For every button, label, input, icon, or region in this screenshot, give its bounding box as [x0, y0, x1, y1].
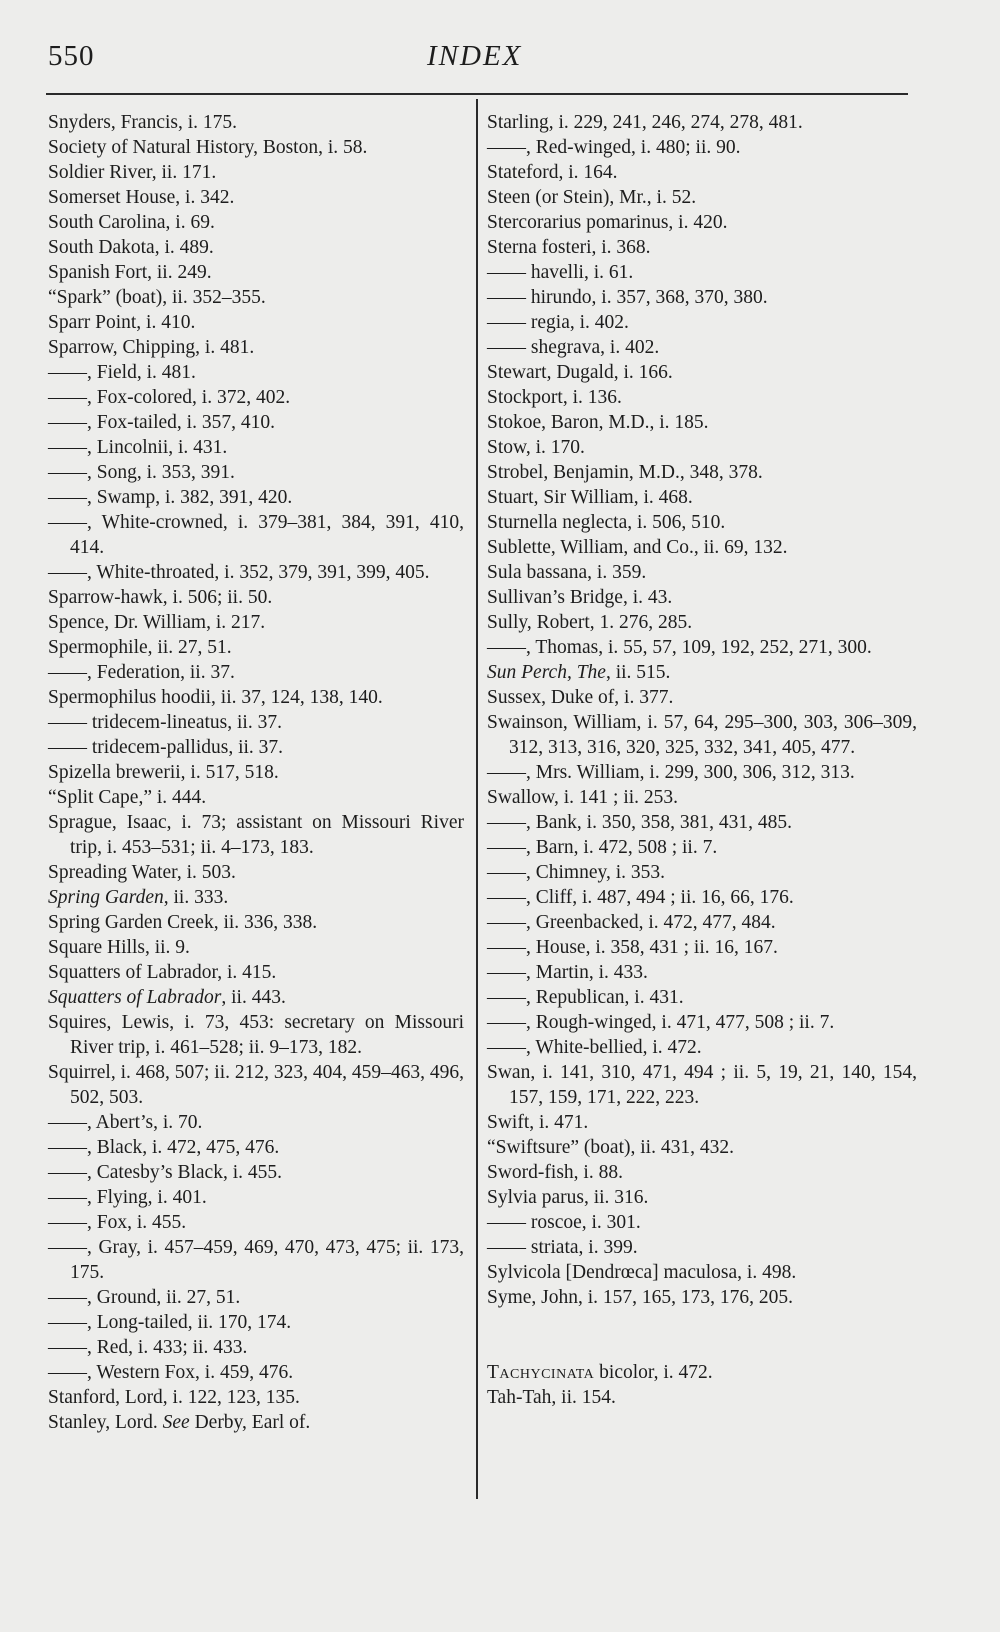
- index-entry: [48, 760, 464, 785]
- entry-text: ——, White-crowned, i. 379–381, 384, 391, 410, 414.: [48, 512, 464, 558]
- entry-text: Sprague, Isaac, i. 73; assistant on Missouri River trip, i. 453–531; ii. 4–173, 183.: [48, 812, 464, 858]
- entry-text: Sparrow, Chipping, i. 481.: [48, 337, 255, 358]
- index-entry: [48, 460, 464, 485]
- index-entry: [48, 110, 464, 135]
- index-entry: [487, 1160, 917, 1185]
- entry-text: ——, Barn, i. 472, 508 ; ii. 7.: [487, 837, 718, 858]
- index-entry: [487, 685, 917, 710]
- entry-text: Sula bassana, i. 359.: [487, 562, 647, 583]
- index-entry: [48, 1410, 464, 1435]
- index-entry: [487, 860, 917, 885]
- index-entry: [48, 735, 464, 760]
- index-entry: [48, 1160, 464, 1185]
- entry-text: Stuart, Sir William, i. 468.: [487, 487, 693, 508]
- entry-text: Tachycinata: [487, 1362, 595, 1383]
- entry-text: ——, Lincolnii, i. 431.: [48, 437, 228, 458]
- entry-text: Stercorarius pomarinus, i. 420.: [487, 212, 728, 233]
- entry-text: Tah-Tah, ii. 154.: [487, 1387, 616, 1408]
- entry-text: Starling, i. 229, 241, 246, 274, 278, 481.: [487, 112, 803, 133]
- index-entry: [487, 510, 917, 535]
- entry-text: Spanish Fort, ii. 249.: [48, 262, 212, 283]
- index-entry: [487, 360, 917, 385]
- entry-text: Spreading Water, i. 503.: [48, 862, 236, 883]
- index-entry: [487, 1060, 917, 1110]
- index-entry: [487, 560, 917, 585]
- header-rule: [46, 93, 908, 95]
- entry-text: ——, Swamp, i. 382, 391, 420.: [48, 487, 293, 508]
- index-entry: [48, 1385, 464, 1410]
- entry-text: Spring Garden Creek, ii. 336, 338.: [48, 912, 318, 933]
- index-entry: [48, 1335, 464, 1360]
- index-entry: [48, 1310, 464, 1335]
- entry-text: Sylvicola [Dendrœca] maculosa, i. 498.: [487, 1262, 797, 1283]
- entry-text: Spring Garden: [48, 887, 164, 908]
- index-entry: [487, 1035, 917, 1060]
- entry-text: Spermophile, ii. 27, 51.: [48, 637, 232, 658]
- index-entry: [487, 985, 917, 1010]
- entry-text: ——, Fox, i. 455.: [48, 1212, 187, 1233]
- index-entry: [48, 310, 464, 335]
- index-entry: [487, 535, 917, 560]
- index-entry: [48, 285, 464, 310]
- index-entry: [487, 835, 917, 860]
- entry-text: “Spark” (boat), ii. 352–355.: [48, 287, 266, 308]
- page-number: 550: [48, 40, 95, 72]
- entry-text: ——, Red, i. 433; ii. 433.: [48, 1337, 248, 1358]
- index-entry: [48, 635, 464, 660]
- entry-text: Sussex, Duke of, i. 377.: [487, 687, 674, 708]
- entry-text: ——, Martin, i. 433.: [487, 962, 648, 983]
- index-entry: [48, 935, 464, 960]
- entry-text: ——, Ground, ii. 27, 51.: [48, 1287, 241, 1308]
- entry-text: Sublette, William, and Co., ii. 69, 132.: [487, 537, 788, 558]
- entry-text: Swan, i. 141, 310, 471, 494 ; ii. 5, 19, 21, 140, 154, 157, 159, 171, 222, 223.: [487, 1062, 917, 1108]
- entry-text: —— regia, i. 402.: [487, 312, 629, 333]
- index-entry: [487, 485, 917, 510]
- entry-text: ——, Cliff, i. 487, 494 ; ii. 16, 66, 176.: [487, 887, 794, 908]
- entry-text: —— tridecem-pallidus, ii. 37.: [48, 737, 284, 758]
- index-entry: [487, 660, 917, 685]
- index-entry: [48, 185, 464, 210]
- index-entry: [487, 1135, 917, 1160]
- entry-text: ——, Fox-tailed, i. 357, 410.: [48, 412, 275, 433]
- entry-text: Squatters of Labrador, i. 415.: [48, 962, 277, 983]
- entry-text: South Dakota, i. 489.: [48, 237, 214, 258]
- index-entry: [48, 510, 464, 560]
- entry-text: —— tridecem-lineatus, ii. 37.: [48, 712, 282, 733]
- entry-text: ——, Long-tailed, ii. 170, 174.: [48, 1312, 292, 1333]
- entry-text: Sword-fish, i. 88.: [487, 1162, 623, 1183]
- index-entry: [48, 660, 464, 685]
- index-entry: [487, 1385, 917, 1410]
- entry-text: Stow, i. 170.: [487, 437, 585, 458]
- entry-text: ——, Red-winged, i. 480; ii. 90.: [487, 137, 741, 158]
- index-entry: [487, 335, 917, 360]
- index-entry: [487, 1235, 917, 1260]
- entry-text: ——, White-throated, i. 352, 379, 391, 399, 405.: [48, 562, 430, 583]
- index-entry: [487, 935, 917, 960]
- index-entry: [48, 1360, 464, 1385]
- entry-text: Soldier River, ii. 171.: [48, 162, 217, 183]
- index-entry: [48, 1210, 464, 1235]
- entry-text: —— havelli, i. 61.: [487, 262, 634, 283]
- index-entry: [487, 710, 917, 760]
- index-entry: [48, 585, 464, 610]
- index-entry: [48, 1285, 464, 1310]
- index-entry: [487, 885, 917, 910]
- index-entry: [48, 910, 464, 935]
- entry-text: ——, Flying, i. 401.: [48, 1187, 207, 1208]
- index-entry: [48, 385, 464, 410]
- index-entry: [48, 160, 464, 185]
- entry-text: South Carolina, i. 69.: [48, 212, 215, 233]
- entry-text: —— hirundo, i. 357, 368, 370, 380.: [487, 287, 768, 308]
- index-entry: [487, 110, 917, 135]
- entry-text: ——, Chimney, i. 353.: [487, 862, 666, 883]
- entry-text: Society of Natural History, Boston, i. 58.: [48, 137, 368, 158]
- entry-text: Stanley, Lord.: [48, 1412, 163, 1433]
- entry-text: Swallow, i. 141 ; ii. 253.: [487, 787, 679, 808]
- index-entry: [48, 1010, 464, 1060]
- entry-text: ——, Fox-colored, i. 372, 402.: [48, 387, 291, 408]
- index-entry: [487, 410, 917, 435]
- index-column-right: [487, 110, 917, 1410]
- index-entry: [48, 410, 464, 435]
- entry-text: Spizella brewerii, i. 517, 518.: [48, 762, 279, 783]
- index-entry: [48, 810, 464, 860]
- entry-text: ——, Black, i. 472, 475, 476.: [48, 1137, 280, 1158]
- entry-text: ——, Western Fox, i. 459, 476.: [48, 1362, 294, 1383]
- entry-text: ——, Federation, ii. 37.: [48, 662, 235, 683]
- entry-text: Steen (or Stein), Mr., i. 52.: [487, 187, 697, 208]
- see-reference: See: [162, 1412, 190, 1433]
- index-entry: [487, 135, 917, 160]
- entry-text: Strobel, Benjamin, M.D., 348, 378.: [487, 462, 763, 483]
- entry-text: “Split Cape,” i. 444.: [48, 787, 207, 808]
- entry-text: Squires, Lewis, i. 73, 453: secretary on Missouri River trip, i. 461–528; ii. 9–173, 182.: [48, 1012, 464, 1058]
- index-entry: [48, 710, 464, 735]
- index-entry: [48, 210, 464, 235]
- index-entry: [48, 360, 464, 385]
- index-entry: [487, 210, 917, 235]
- index-entry: [48, 1135, 464, 1160]
- index-entry: [487, 1010, 917, 1035]
- index-entry: [487, 160, 917, 185]
- index-entry: [487, 610, 917, 635]
- entry-text: ——, Abert’s, i. 70.: [48, 1112, 203, 1133]
- index-entry: [48, 685, 464, 710]
- entry-text: Sullivan’s Bridge, i. 43.: [487, 587, 673, 608]
- entry-text: ——, Greenbacked, i. 472, 477, 484.: [487, 912, 776, 933]
- index-entry: [48, 135, 464, 160]
- entry-text: —— roscoe, i. 301.: [487, 1212, 641, 1233]
- entry-text: Stewart, Dugald, i. 166.: [487, 362, 673, 383]
- entry-text: ——, Field, i. 481.: [48, 362, 196, 383]
- index-entry: [48, 885, 464, 910]
- entry-text: Stokoe, Baron, M.D., i. 185.: [487, 412, 709, 433]
- entry-text: Stateford, i. 164.: [487, 162, 618, 183]
- entry-text: ——, Song, i. 353, 391.: [48, 462, 235, 483]
- index-entry: [48, 435, 464, 460]
- index-entry: [487, 260, 917, 285]
- index-entry: [48, 1235, 464, 1285]
- entry-text: Sparr Point, i. 410.: [48, 312, 196, 333]
- entry-text: Sully, Robert, 1. 276, 285.: [487, 612, 693, 633]
- index-entry: [487, 785, 917, 810]
- entry-text: Squirrel, i. 468, 507; ii. 212, 323, 404, 459–463, 496, 502, 503.: [48, 1062, 464, 1108]
- index-entry: [48, 960, 464, 985]
- entry-text: ——, White-bellied, i. 472.: [487, 1037, 702, 1058]
- index-entry: [487, 1210, 917, 1235]
- entry-locator: Derby, Earl of.: [189, 1412, 311, 1433]
- index-entry: [48, 985, 464, 1010]
- entry-text: Somerset House, i. 342.: [48, 187, 235, 208]
- index-entry: [487, 585, 917, 610]
- entry-locator: , ii. 443.: [221, 987, 286, 1008]
- entry-text: Snyders, Francis, i. 175.: [48, 112, 238, 133]
- entry-text: Sturnella neglecta, i. 506, 510.: [487, 512, 726, 533]
- index-entry: [487, 910, 917, 935]
- index-entry: [487, 185, 917, 210]
- index-entry: [48, 610, 464, 635]
- entry-text: Stockport, i. 136.: [487, 387, 622, 408]
- index-entry: [487, 435, 917, 460]
- entry-text: —— shegrava, i. 402.: [487, 337, 660, 358]
- index-entry: [487, 310, 917, 335]
- column-divider: [476, 99, 478, 1499]
- entry-text: ——, House, i. 358, 431 ; ii. 16, 167.: [487, 937, 778, 958]
- entry-text: Swainson, William, i. 57, 64, 295–300, 303, 306–309, 312, 313, 316, 320, 325, 332, 341, 405, 477.: [487, 712, 917, 758]
- index-entry: [487, 1285, 917, 1310]
- index-entry: [48, 560, 464, 585]
- entry-text: Sparrow-hawk, i. 506; ii. 50.: [48, 587, 273, 608]
- entry-locator: , ii. 515.: [605, 662, 671, 683]
- entry-text: ——, Rough-winged, i. 471, 477, 508 ; ii. 7.: [487, 1012, 835, 1033]
- entry-text: Spence, Dr. William, i. 217.: [48, 612, 266, 633]
- entry-text: Sylvia parus, ii. 316.: [487, 1187, 649, 1208]
- entry-text: ——, Catesby’s Black, i. 455.: [48, 1162, 282, 1183]
- entry-text: Sterna fosteri, i. 368.: [487, 237, 651, 258]
- index-column-left: [48, 110, 464, 1435]
- index-entry: [487, 285, 917, 310]
- index-entry: [487, 1360, 917, 1385]
- entry-text: Squatters of Labrador: [48, 987, 222, 1008]
- entry-text: ——, Bank, i. 350, 358, 381, 431, 485.: [487, 812, 792, 833]
- index-entry: [487, 1110, 917, 1135]
- entry-text: “Swiftsure” (boat), ii. 431, 432.: [487, 1137, 734, 1158]
- index-entry: [487, 635, 917, 660]
- entry-text: Square Hills, ii. 9.: [48, 937, 190, 958]
- entry-text: Spermophilus hoodii, ii. 37, 124, 138, 140.: [48, 687, 383, 708]
- index-entry: [487, 1260, 917, 1285]
- running-head-title: INDEX: [427, 40, 523, 72]
- entry-text: Syme, John, i. 157, 165, 173, 176, 205.: [487, 1287, 794, 1308]
- index-entry: [48, 235, 464, 260]
- index-entry: [48, 485, 464, 510]
- index-entry: [487, 960, 917, 985]
- page-header: [0, 0, 1000, 100]
- index-entry: [48, 260, 464, 285]
- entry-text: ——, Thomas, i. 55, 57, 109, 192, 252, 271, 300.: [487, 637, 872, 658]
- index-entry: [487, 460, 917, 485]
- entry-text: Stanford, Lord, i. 122, 123, 135.: [48, 1387, 300, 1408]
- index-entry: [48, 785, 464, 810]
- index-entry: [48, 1060, 464, 1110]
- index-entry: [48, 1110, 464, 1135]
- entry-locator: bicolor, i. 472.: [594, 1362, 713, 1383]
- entry-locator: , ii. 333.: [163, 887, 229, 908]
- index-entry: [487, 810, 917, 835]
- entry-text: ——, Mrs. William, i. 299, 300, 306, 312, 313.: [487, 762, 855, 783]
- index-entry: [487, 1185, 917, 1210]
- entry-text: —— striata, i. 399.: [487, 1237, 638, 1258]
- entry-text: ——, Republican, i. 431.: [487, 987, 684, 1008]
- index-entry: [48, 335, 464, 360]
- entry-text: Swift, i. 471.: [487, 1112, 589, 1133]
- index-entry: [487, 760, 917, 785]
- entry-text: ——, Gray, i. 457–459, 469, 470, 473, 475; ii. 173, 175.: [48, 1237, 464, 1283]
- entry-text: Sun Perch, The: [487, 662, 606, 683]
- section-gap: [487, 1310, 917, 1360]
- index-entry: [48, 1185, 464, 1210]
- index-entry: [487, 235, 917, 260]
- index-entry: [487, 385, 917, 410]
- index-entry: [48, 860, 464, 885]
